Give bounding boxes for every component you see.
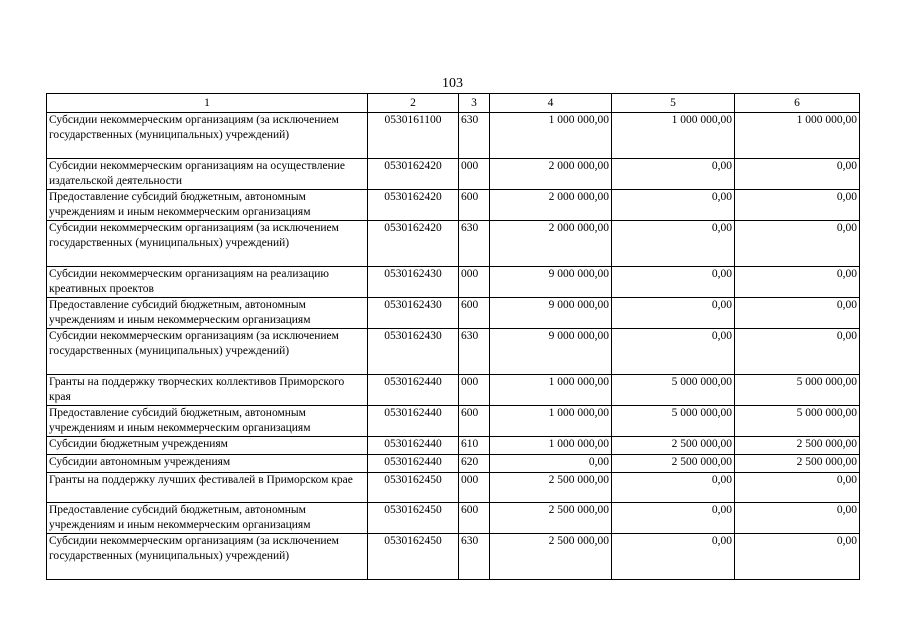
table-row	[47, 406, 860, 437]
table-row	[47, 267, 860, 298]
row-value-col6: 0,00	[735, 298, 860, 329]
table-row	[47, 221, 860, 267]
row-name-cell: Гранты на поддержку творческих коллективов Приморского края	[47, 375, 368, 406]
row-value-col6: 2 500 000,00	[735, 455, 860, 473]
page-number: 103	[442, 76, 463, 91]
row-type-cell: 620	[459, 455, 490, 473]
table-row	[47, 113, 860, 159]
row-code-cell: 0530162440	[368, 375, 459, 406]
row-value-col6: 5 000 000,00	[735, 375, 860, 406]
row-value-col6: 0,00	[735, 329, 860, 375]
row-name-cell: Предоставление субсидий бюджетным, автономным учреждениям и иным некоммерческим организациям	[47, 190, 368, 221]
row-value-col5: 0,00	[612, 190, 735, 221]
row-name-cell: Субсидии некоммерческим организациям на реализацию креативных проектов	[47, 267, 368, 298]
row-name-cell: Субсидии автономным учреждениям	[47, 455, 368, 473]
row-value-col6: 0,00	[735, 190, 860, 221]
row-value-col5: 2 500 000,00	[612, 455, 735, 473]
column-header-1: 1	[47, 94, 368, 113]
row-code-cell: 0530162440	[368, 455, 459, 473]
row-value-col5: 0,00	[612, 267, 735, 298]
row-value-col4: 2 000 000,00	[490, 190, 612, 221]
row-value-col5: 0,00	[612, 329, 735, 375]
row-type-cell: 630	[459, 329, 490, 375]
row-type-cell: 000	[459, 159, 490, 190]
row-value-col4: 1 000 000,00	[490, 113, 612, 159]
row-value-col6: 1 000 000,00	[735, 113, 860, 159]
row-value-col5: 0,00	[612, 503, 735, 534]
row-code-cell: 0530162420	[368, 190, 459, 221]
column-header-3: 3	[459, 94, 490, 113]
row-value-col4: 0,00	[490, 455, 612, 473]
row-code-cell: 0530162440	[368, 437, 459, 455]
row-value-col4: 1 000 000,00	[490, 375, 612, 406]
row-value-col5: 0,00	[612, 534, 735, 580]
row-name-cell: Предоставление субсидий бюджетным, автономным учреждениям и иным некоммерческим организациям	[47, 503, 368, 534]
table-row	[47, 375, 860, 406]
row-value-col6: 0,00	[735, 159, 860, 190]
row-value-col4: 2 500 000,00	[490, 534, 612, 580]
table-row	[47, 503, 860, 534]
row-value-col5: 2 500 000,00	[612, 437, 735, 455]
row-code-cell: 0530162430	[368, 267, 459, 298]
row-name-cell: Предоставление субсидий бюджетным, автономным учреждениям и иным некоммерческим организациям	[47, 406, 368, 437]
row-value-col4: 2 000 000,00	[490, 159, 612, 190]
row-name-cell: Гранты на поддержку лучших фестивалей в Приморском крае	[47, 473, 368, 503]
row-name-cell: Субсидии некоммерческим организациям на осуществление издательской деятельности	[47, 159, 368, 190]
row-name-cell: Предоставление субсидий бюджетным, автономным учреждениям и иным некоммерческим организациям	[47, 298, 368, 329]
table-row	[47, 298, 860, 329]
row-value-col4: 1 000 000,00	[490, 437, 612, 455]
row-code-cell: 0530162450	[368, 503, 459, 534]
row-value-col6: 0,00	[735, 267, 860, 298]
row-type-cell: 630	[459, 221, 490, 267]
row-code-cell: 0530162430	[368, 329, 459, 375]
row-value-col4: 9 000 000,00	[490, 329, 612, 375]
row-value-col4: 1 000 000,00	[490, 406, 612, 437]
row-code-cell: 0530162450	[368, 473, 459, 503]
row-value-col5: 0,00	[612, 221, 735, 267]
row-type-cell: 600	[459, 503, 490, 534]
row-type-cell: 610	[459, 437, 490, 455]
header-row	[47, 94, 860, 113]
row-code-cell: 0530162440	[368, 406, 459, 437]
table-row	[47, 159, 860, 190]
row-value-col6: 5 000 000,00	[735, 406, 860, 437]
row-name-cell: Субсидии некоммерческим организациям (за исключением государственных (муниципальных) учреждений)	[47, 221, 368, 267]
row-code-cell: 0530162420	[368, 159, 459, 190]
table-body	[47, 113, 860, 580]
row-code-cell: 0530161100	[368, 113, 459, 159]
row-value-col6: 0,00	[735, 503, 860, 534]
row-value-col5: 5 000 000,00	[612, 406, 735, 437]
table-row	[47, 329, 860, 375]
table-row	[47, 190, 860, 221]
row-type-cell: 630	[459, 534, 490, 580]
row-type-cell: 600	[459, 298, 490, 329]
row-type-cell: 600	[459, 406, 490, 437]
row-value-col6: 0,00	[735, 534, 860, 580]
table-row	[47, 534, 860, 580]
table-row	[47, 455, 860, 473]
table-row	[47, 437, 860, 455]
row-code-cell: 0530162430	[368, 298, 459, 329]
row-type-cell: 000	[459, 267, 490, 298]
row-value-col5: 0,00	[612, 159, 735, 190]
column-header-2: 2	[368, 94, 459, 113]
row-code-cell: 0530162450	[368, 534, 459, 580]
row-value-col6: 2 500 000,00	[735, 437, 860, 455]
row-name-cell: Субсидии некоммерческим организациям (за исключением государственных (муниципальных) учреждений)	[47, 329, 368, 375]
column-header-5: 5	[612, 94, 735, 113]
column-header-4: 4	[490, 94, 612, 113]
row-name-cell: Субсидии некоммерческим организациям (за исключением государственных (муниципальных) учреждений)	[47, 534, 368, 580]
row-type-cell: 000	[459, 375, 490, 406]
row-value-col5: 0,00	[612, 298, 735, 329]
row-value-col6: 0,00	[735, 473, 860, 503]
row-type-cell: 600	[459, 190, 490, 221]
row-value-col4: 9 000 000,00	[490, 267, 612, 298]
budget-table	[46, 93, 860, 580]
row-value-col4: 9 000 000,00	[490, 298, 612, 329]
row-code-cell: 0530162420	[368, 221, 459, 267]
row-value-col6: 0,00	[735, 221, 860, 267]
row-value-col5: 0,00	[612, 473, 735, 503]
row-value-col4: 2 000 000,00	[490, 221, 612, 267]
row-type-cell: 000	[459, 473, 490, 503]
row-name-cell: Субсидии некоммерческим организациям (за исключением государственных (муниципальных) учреждений)	[47, 113, 368, 159]
row-value-col5: 5 000 000,00	[612, 375, 735, 406]
column-header-6: 6	[735, 94, 860, 113]
row-value-col5: 1 000 000,00	[612, 113, 735, 159]
row-type-cell: 630	[459, 113, 490, 159]
table-row	[47, 473, 860, 503]
row-name-cell: Субсидии бюджетным учреждениям	[47, 437, 368, 455]
row-value-col4: 2 500 000,00	[490, 503, 612, 534]
row-value-col4: 2 500 000,00	[490, 473, 612, 503]
